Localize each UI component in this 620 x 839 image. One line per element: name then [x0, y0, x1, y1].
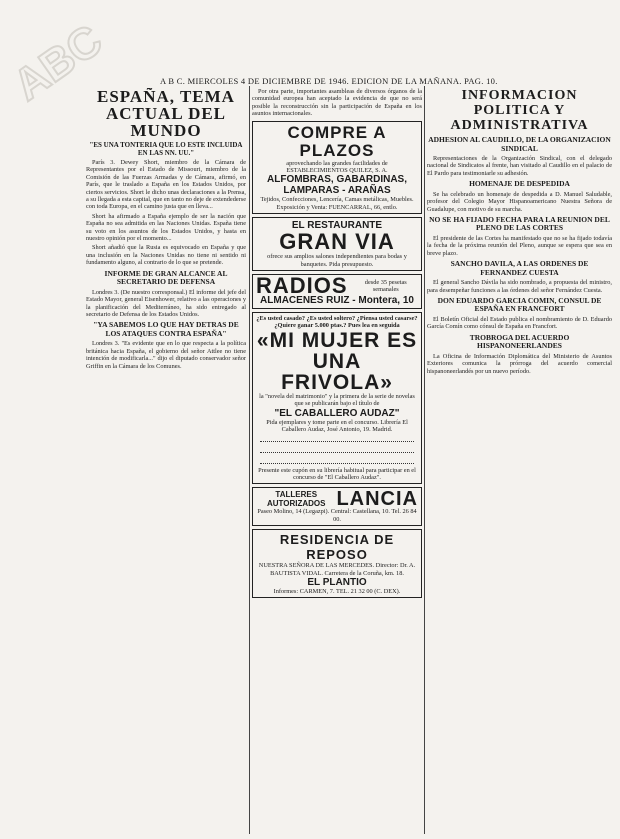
ad-kicker: TALLERES AUTORIZADOS: [266, 490, 326, 509]
coupon-line: [260, 445, 414, 453]
ad-place: EL PLANTIO: [307, 576, 367, 588]
ad-mi-mujer: [252, 312, 422, 484]
article-paragraph: Short ha afirmado a España ejemplo de ser la nación que España no sea admitida en las Naciones Unidas. España tiene su voto en los asuntos de los Estados Unidos, y hasta en nuestro opinión por el momento...: [86, 212, 246, 243]
subhead-tonteria: "ES UNA TONTERIA QUE LO ESTE INCLUIDA EN LAS NN. UU.": [89, 141, 243, 157]
column-left: [86, 88, 246, 834]
article-paragraph: El presidente de las Cortes ha manifestado que no se ha fijado todavía la fecha de la próxima reunión del Pleno, aunque se espera que sea en breve plazo.: [427, 234, 612, 257]
section-heading: ADHESION AL CAUDILLO, DE LA ORGANIZACION SINDICAL: [428, 135, 611, 153]
coupon-note: Presente este cupón en su librería habitual para participar en el concurso de "El Caballero Audaz".: [258, 466, 416, 481]
article-paragraph: Londres 3. (De nuestro corresponsal.) El informe del jefe del Estado Mayor, general Eisenhower, relativo a las operaciones y la planificación del Mediterráneo, ha sido entregado al secretario de Defensa de los Estados Unidos.: [86, 288, 246, 318]
ad-text: la "novela del matrimonio" y la primera de la serie de novelas que se publicarán bajo el título de: [259, 392, 415, 408]
section-heading: INFORME DE GRAN ALCANCE AL SECRETARIO DE DEFENSA: [104, 268, 228, 287]
ad-kicker: EL RESTAURANTE: [291, 220, 383, 232]
article-paragraph: París 3. Dewey Short, miembro de la Cámara de Representantes por el Estado de Missouri, miembro de la Comisión de las Fuerzas Armadas y de Cámara, afirmó, en París, que le traslado a España en los Estados Unidos, por ciertos servicios. Short le dicho unas declaraciones a la Prensa, a su llegada a esta capital, que en tanto no deje de extendederse con toda Europa, en el camino justa que en lleva...: [86, 159, 246, 211]
ad-title: RESIDENCIA DE REPOSO: [279, 532, 395, 563]
ad-text: Pida ejemplares y tome parte en el concurso. Librería El Caballero Audaz, José Antonio, 19. Madrid.: [266, 418, 408, 434]
ad-text: aprovechando las grandes facilidades de ESTABLECIMIENTOS QUILEZ, S. A.: [286, 159, 388, 175]
ad-address: ALMACENES RUIZ - Montera, 10: [260, 295, 414, 307]
coupon-line: [260, 434, 414, 442]
coupon-line: [260, 456, 414, 464]
ad-products: ALFOMBRAS, GABARDINAS, LAMPARAS - ARAÑAS: [267, 174, 407, 197]
section-heading: HOMENAJE DE DESPEDIDA: [469, 179, 570, 189]
article-paragraph: Short añadió que la Rusia es equivocado en España y que una inclusión en la Naciones Unidas no tiene ni sentido ni fundamento alguno, al contrario de lo que se pretende.: [86, 244, 246, 267]
article-paragraph: El general Sancho Dávila ha sido nombrado, a propuesta del ministro, para desempeñar funciones a las órdenes del señor Fernández Cuesta.: [427, 279, 612, 294]
ad-title: GRAN VIA: [279, 229, 395, 255]
ad-text: ofrece sus amplios salones independientes para bodas y banquetes. Pida presupuesto.: [267, 253, 407, 268]
ad-radios-row: [256, 273, 418, 299]
ad-gran-via: [252, 217, 422, 271]
section-heading: NO SE HA FIJADO FECHA PARA LA REUNION DEL PLENO DE LAS CORTES: [429, 214, 610, 233]
ad-lancia: [252, 487, 422, 526]
ad-text: Tejidos, Confecciones, Lencería, Camas metálicas, Muebles. Exposición y Venta: FUENCARRAL, 66, entlo.: [260, 196, 414, 211]
headline-spain: ESPAÑA, TEMA ACTUAL DEL MUNDO: [97, 88, 235, 140]
article-paragraph: Londres 3. "Es evidente que en lo que respecta a la política británica hacia España, el gobierno del señor Attlee no tiene intención de modificarla..." dijo el diputado conservador señor Griffin en la Cámara de los Comunes.: [86, 340, 246, 370]
section-heading: DON EDUARDO GARCIA COMIN, CONSUL DE ESPAÑA EN FRANCFORT: [437, 295, 602, 314]
ad-text: Informes: CARMEN, 7. TEL. 21 32 00 (C. DEX).: [273, 587, 401, 595]
watermark-text: ABC: [4, 15, 111, 111]
page-header: A B C. MIERCOLES 4 DE DICIEMBRE DE 1946. EDICION DE LA MAÑANA. PAG. 10.: [160, 76, 498, 86]
ad-residencia: [252, 529, 422, 598]
ad-radios: [252, 274, 422, 309]
ad-title: «MI MUJER ES UNA FRIVOLA»: [256, 328, 418, 394]
ad-lancia-row: [256, 488, 418, 511]
article-paragraph: El Boletín Oficial del Estado publica el nombramiento de D. Eduardo García Comín como cónsul de España en Francfort.: [427, 315, 612, 331]
article-paragraph: Representaciones de la Organización Sindical, con el delegado nacional de Sindicatos al frente, han visitado al Caudillo en el palacio de El Pardo para testimoniarle su adhesión.: [427, 155, 612, 177]
column-rule: [424, 86, 425, 834]
ad-title: COMPRE A PLAZOS: [287, 122, 387, 160]
column-middle: [252, 88, 422, 834]
column-rule: [249, 86, 250, 834]
ad-series: "EL CABALLERO AUDAZ": [274, 407, 400, 419]
section-heading: SANCHO DAVILA, A LAS ORDENES DE FERNANDEZ CUESTA: [450, 259, 589, 277]
column-right: [427, 88, 612, 834]
headline-informacion: INFORMACION POLITICA Y ADMINISTRATIVA: [450, 88, 589, 133]
article-paragraph: Se ha celebrado un homenaje de despedida a D. Manuel Saludable, profesor del Colegio Mayor Hispanoamericano Nuestra Señora de Guadalupe, con motivo de su marcha.: [427, 190, 612, 213]
ad-compre-a-plazos: [252, 121, 422, 215]
ad-question: ¿Es usted casado? ¿Es usted soltero? ¿Piensa usted casarse? ¿Quiere ganar 5.000 ptas.? Pues lea en seguida: [256, 315, 418, 330]
ad-title: LANCIA: [336, 488, 418, 511]
section-heading: TROBROGA DEL ACUERDO HISPANONEERLANDES: [469, 332, 570, 351]
article-paragraph: Por otra parte, importantes asambleas de diversos órganos de la comunidad europea han aceptado la evidencia de que no será posible la reconstrucción sin la participación de España en los asuntos internacionales.: [252, 88, 422, 118]
ad-title: RADIOS: [256, 273, 348, 299]
article-paragraph: La Oficina de Información Diplomática del Ministerio de Asuntos Exteriores comunica la prórroga del acuerdo comercial hispanoneerlandés por un nuevo período.: [427, 352, 612, 375]
ad-address: Paseo Molino, 14 (Legazpi). Central: Castellana, 10. Tel. 26 84 00.: [257, 508, 417, 523]
ad-text: desde 35 pesetas semanales: [364, 278, 407, 294]
ad-text: NUESTRA SEÑORA DE LAS MERCEDES. Director: Dr. A. BAUTISTA VIDAL. Carretera de la Coruña, km. 18.: [258, 562, 416, 577]
section-heading: "YA SABEMOS LO QUE HAY DETRAS DE LOS ATAQUES CONTRA ESPAÑA": [93, 320, 239, 338]
